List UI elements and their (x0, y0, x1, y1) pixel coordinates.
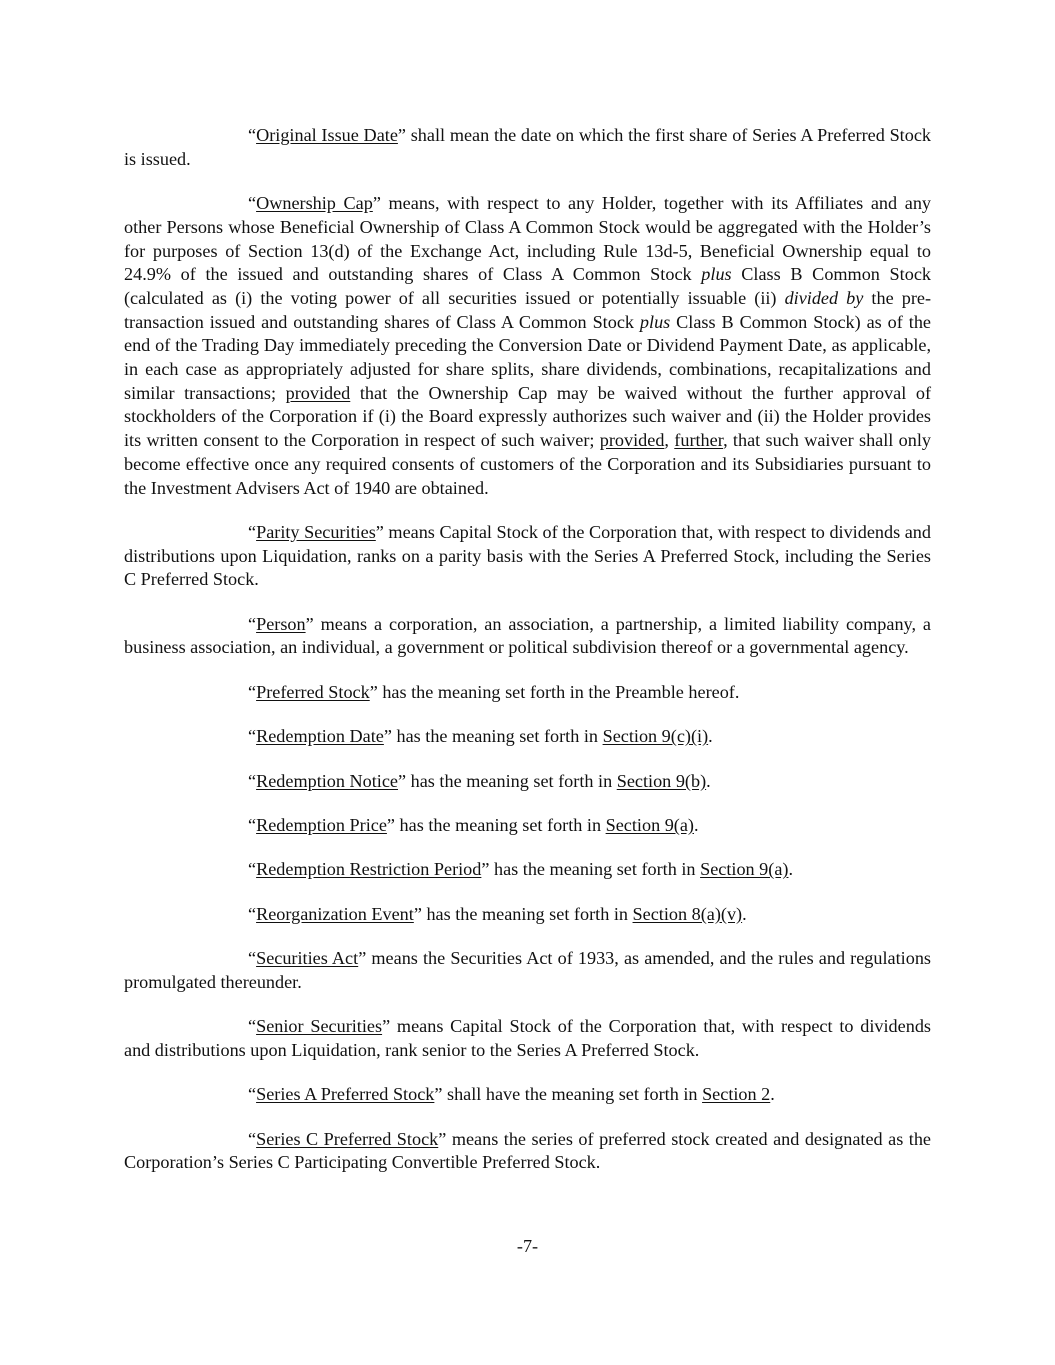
definition-paragraph (124, 521, 931, 592)
definition-paragraph (124, 725, 931, 749)
defined-term: Redemption Notice (256, 770, 399, 791)
body-text: “ (248, 521, 257, 542)
italic-text: plus (701, 264, 732, 285)
defined-term: Ownership Cap (256, 193, 373, 214)
underlined-reference: Section 2 (702, 1084, 771, 1105)
defined-term: Redemption Price (256, 814, 387, 835)
body-text: Class B Common Stock) as of the end of the Trading Day immediately preceding the Conversion Date or Dividend Payment Date, as applicable, in each case as appropriately adjusted for share splits, share dividends, combinations, recapitalizations and similar transactions; (124, 311, 931, 403)
underlined-reference: provided (599, 430, 665, 451)
body-text: “ (248, 814, 257, 835)
underlined-reference: Section 9(b) (616, 770, 707, 791)
body-text: ” means, with respect to any Holder, together with its Affiliates and any other Persons whose Beneficial Ownership of Class A Common Stock would be aggregated with the Holder’s for purposes of Section 13(d) of the Exchange Act, including Rule 13d-5, Beneficial Ownership equal to 24.9% of the issued and outstanding shares of Class A Common Stock (124, 193, 932, 285)
definition-paragraph (124, 681, 931, 705)
body-text: ” means the series of preferred stock created and designated as the Corporation’s Series C Participating Convertible Preferred Stock. (124, 1128, 931, 1173)
defined-term: Redemption Restriction Period (256, 859, 482, 880)
underlined-reference: Section 9(c)(i) (602, 726, 709, 747)
body-text: ” shall have the meaning set forth in (434, 1084, 703, 1105)
body-text: ” has the meaning set forth in the Preamble hereof. (369, 681, 740, 702)
underlined-reference: provided (285, 382, 351, 403)
body-text: ” has the meaning set forth in (386, 814, 606, 835)
defined-term: Original Issue Date (256, 125, 398, 145)
body-text: “ (248, 726, 257, 747)
italic-text: plus (639, 311, 671, 332)
body-text: . (708, 726, 713, 747)
defined-term: Series C Preferred Stock (256, 1128, 439, 1149)
body-text: , that such waiver shall only become effective once any required consents of customers of the Corporation and its Subsidiaries pursuant to the Investment Advisers Act of 1940 are obtained. (124, 430, 932, 498)
defined-term: Securities Act (256, 948, 359, 969)
defined-term: Person (256, 613, 306, 634)
definition-paragraph (124, 1015, 931, 1062)
body-text: the pre-transaction issued and outstanding shares of Class A Common Stock (124, 287, 931, 332)
defined-term: Redemption Date (256, 726, 384, 747)
defined-term: Series A Preferred Stock (256, 1084, 435, 1105)
defined-term: Preferred Stock (256, 681, 370, 702)
underlined-reference: Section 8(a)(v) (632, 903, 743, 924)
body-text: “ (248, 859, 257, 880)
body-text: “ (248, 1084, 257, 1105)
definition-paragraph (124, 903, 931, 927)
body-text: “ (248, 125, 257, 145)
definition-paragraph (124, 814, 931, 838)
definition-paragraph (124, 1128, 931, 1175)
definition-paragraph (124, 947, 931, 994)
body-text: ” has the meaning set forth in (481, 859, 701, 880)
body-text: “ (248, 948, 257, 969)
body-text: “ (248, 903, 257, 924)
body-text: “ (248, 1016, 257, 1037)
body-text: ” means Capital Stock of the Corporation that, with respect to dividends and distributions upon Liquidation, ranks on a parity basis with the Series A Preferred Stock, including the Series C Preferred Stock. (124, 521, 931, 590)
definition-paragraph (124, 770, 931, 794)
body-text: ” shall mean the date on which the first share of Series A Preferred Stock is issued. (124, 125, 931, 169)
underlined-reference: Section 9(a) (605, 814, 694, 835)
definition-paragraph (124, 613, 931, 660)
body-text: ” means the Securities Act of 1933, as amended, and the rules and regulations promulgated thereunder. (124, 948, 931, 992)
body-text: Class B Common Stock (calculated as (i) the voting power of all securities issued or potentially issuable (ii) (124, 264, 931, 308)
body-text: that the Ownership Cap may be waived without the further approval of stockholders of the Corporation if (i) the Board expressly authorizes such waiver and (ii) the Holder provides its written consent to the Corporation in respect of such waiver; (124, 382, 932, 451)
body-text: ” has the meaning set forth in (398, 770, 617, 791)
defined-term: Parity Securities (256, 521, 376, 542)
document-page (124, 124, 931, 1196)
body-text: ” has the meaning set forth in (383, 726, 603, 747)
defined-term: Reorganization Event (256, 903, 414, 924)
body-text: “ (248, 193, 257, 214)
body-text: . (706, 770, 711, 791)
body-text: “ (248, 770, 257, 791)
body-text: “ (248, 1128, 257, 1149)
underlined-reference: Section 9(a) (700, 859, 789, 880)
definitions-list (124, 124, 931, 1175)
defined-term: Senior Securities (256, 1016, 383, 1037)
body-text: ” means Capital Stock of the Corporation that, with respect to dividends and distributions upon Liquidation, rank senior to the Series A Preferred Stock. (124, 1016, 931, 1060)
definition-paragraph (124, 858, 931, 882)
body-text: . (788, 859, 794, 880)
body-text: “ (248, 613, 257, 634)
body-text: . (694, 814, 699, 835)
body-text: “ (248, 681, 257, 702)
body-text: . (742, 903, 747, 924)
italic-text: divided by (784, 287, 864, 308)
body-text: ” means a corporation, an association, a partnership, a limited liability company, a business association, an individual, a government or political subdivision thereof or a governmental agency. (124, 613, 931, 658)
body-text: . (770, 1084, 775, 1105)
body-text: , (664, 430, 675, 451)
definition-paragraph (124, 124, 931, 171)
page-number: -7- (516, 1236, 539, 1256)
definition-paragraph (124, 1083, 931, 1107)
definition-paragraph (124, 192, 931, 500)
body-text: ” has the meaning set forth in (413, 903, 633, 924)
underlined-reference: further (674, 430, 724, 451)
